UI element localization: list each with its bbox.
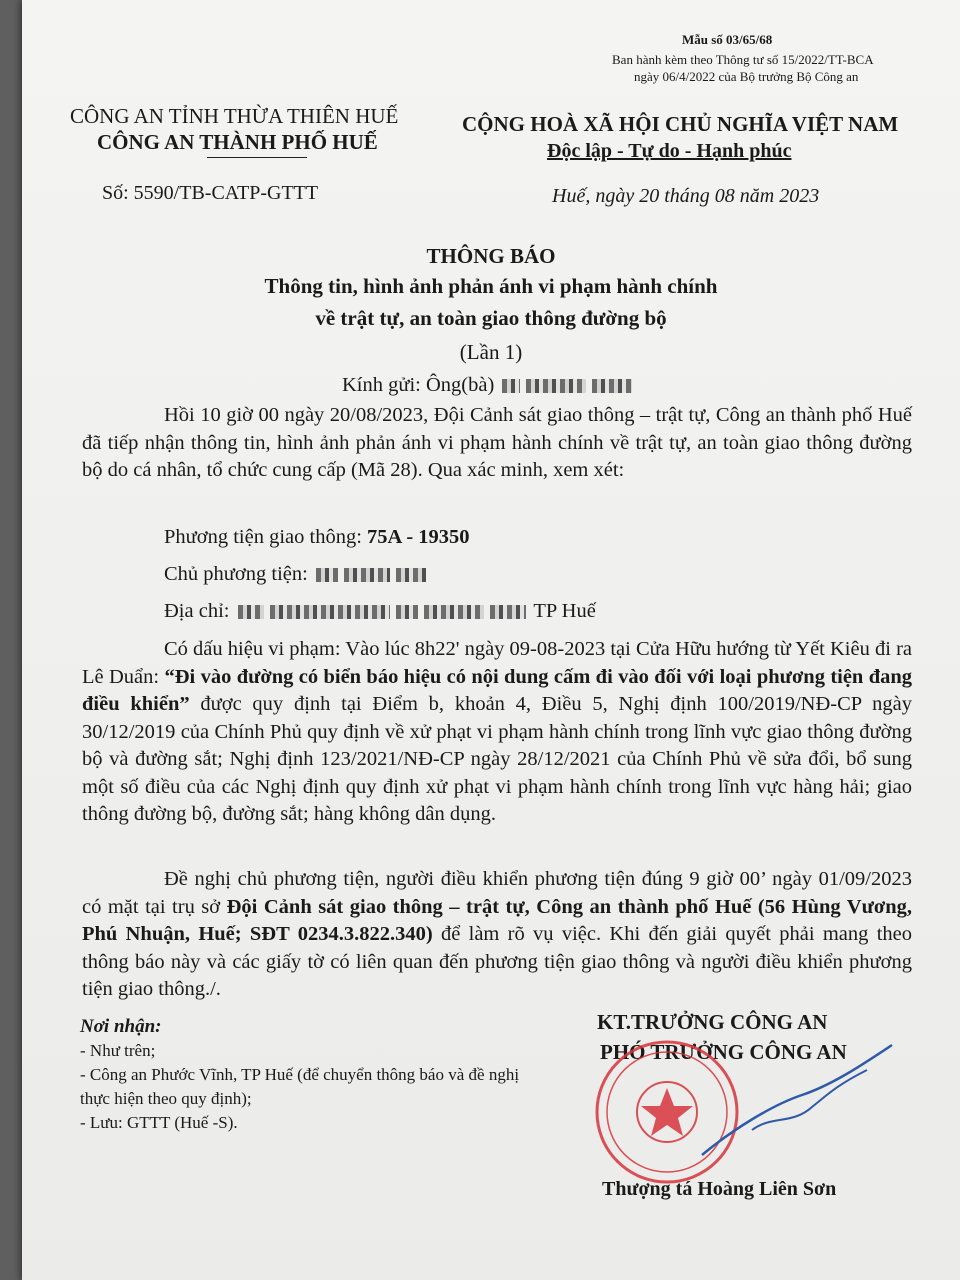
- violation-quote: “Đi vào đường có biển báo hiệu có nội dung cấm đi vào đối với loại phương tiện đang điều khiển”: [82, 665, 913, 715]
- agency-city: CÔNG AN THÀNH PHỐ HUẾ: [97, 130, 378, 154]
- document-number: Số: 5590/TB-CATP-GTTT: [102, 182, 319, 204]
- address-line: [164, 600, 596, 623]
- owner-label: Chủ phương tiện:: [164, 563, 308, 585]
- redaction-mark: [502, 379, 520, 393]
- vehicle-label: Phương tiện giao thông:: [164, 526, 362, 548]
- recipients-heading: Nơi nhận:: [80, 1016, 162, 1037]
- request-suffix: để làm rõ vụ việc. Khi đến giải quyết phải mang theo thông báo này và các giấy tờ có liên quan đến phương tiện giao thông và người điều khiển phương tiện giao thông./.: [82, 923, 912, 1000]
- form-issued-line-2: ngày 06/4/2022 của Bộ trưởng Bộ Công an: [634, 69, 859, 84]
- recipient-item: - Như trên;: [80, 1041, 156, 1060]
- request-paragraph: [82, 866, 912, 1004]
- violation-legal-basis: được quy định tại Điểm b, khoản 4, Điều 5, Nghị định 100/2019/NĐ-CP ngày 30/12/2019 của Chính Phủ quy định về xử phạt vi phạm hành chính trong lĩnh vực giao thông đường bộ và đường sắt; Nghị định 123/2021/NĐ-CP ngày 28/12/2021 của Chính Phủ về sửa đổi, bổ sung một số điều của các Nghị định quy định xử phạt vi phạm hành chính trong lĩnh vực hàng hải; giao thông đường bộ, đường sắt; hàng không dân dụng.: [82, 693, 912, 825]
- redaction-mark: [490, 605, 526, 619]
- nation-motto: Độc lập - Tự do - Hạnh phúc: [547, 140, 792, 162]
- address-tail: TP Huế: [533, 600, 596, 622]
- handwritten-signature: [662, 1035, 912, 1165]
- form-number: Mẫu số 03/65/68: [682, 32, 773, 47]
- redaction-mark: [526, 379, 586, 393]
- notice-round: (Lần 1): [459, 340, 523, 364]
- agency-underline: [207, 157, 307, 158]
- recipients-block: [80, 1015, 550, 1135]
- redaction-mark: [316, 568, 338, 582]
- redaction-mark: [592, 379, 632, 393]
- greeting: [342, 372, 635, 400]
- redaction-mark: [270, 605, 390, 619]
- redaction-mark: [238, 605, 264, 619]
- redaction-mark: [344, 568, 390, 582]
- vehicle-line: [164, 526, 470, 549]
- document-date: Huế, ngày 20 tháng 08 năm 2023: [552, 185, 820, 207]
- redaction-mark: [424, 605, 484, 619]
- greeting-label: Kính gửi: Ông(bà): [342, 374, 495, 396]
- redaction-mark: [396, 605, 418, 619]
- request-office: Đội Cảnh sát giao thông – trật tự, Công an thành phố Huế (56 Hùng Vương, Phú Nhuận, Huế; SĐT 0234.3.822.340): [82, 895, 913, 945]
- document-subtitle-2: về trật tự, an toàn giao thông đường bộ: [315, 306, 667, 330]
- document-subtitle-1: Thông tin, hình ảnh phản ánh vi phạm hành chính: [264, 274, 718, 298]
- vehicle-plate: 75A - 19350: [367, 526, 470, 548]
- signature-authority: KT.TRƯỞNG CÔNG AN: [597, 1010, 828, 1034]
- recipient-item: - Lưu: GTTT (Huế -S).: [80, 1113, 238, 1132]
- document-title: THÔNG BÁO: [426, 244, 556, 268]
- nation-title: CỘNG HOÀ XÃ HỘI CHỦ NGHĨA VIỆT NAM: [462, 112, 899, 136]
- signer-name: Thượng tá Hoàng Liên Sơn: [602, 1178, 837, 1200]
- signature-title: PHÓ TRƯỞNG CÔNG AN: [600, 1040, 847, 1064]
- owner-line: [164, 563, 429, 586]
- recipient-item: - Công an Phước Vĩnh, TP Huế (để chuyển thông báo và đề nghị thực hiện theo quy định);: [80, 1065, 520, 1108]
- violation-prefix: Có dấu hiệu vi phạm: Vào lúc 8h22' ngày 09-08-2023 tại Cửa Hữu hướng từ Yết Kiêu đi ra Lê Duẩn:: [82, 638, 912, 688]
- violation-paragraph: [82, 636, 912, 829]
- redaction-mark: [396, 568, 426, 582]
- agency-province: CÔNG AN TỈNH THỪA THIÊN HUẾ: [70, 104, 399, 128]
- address-label: Địa chỉ:: [164, 600, 230, 622]
- form-issued-line-1: Ban hành kèm theo Thông tư số 15/2022/TT-BCA: [612, 52, 874, 67]
- document-page: [22, 0, 960, 1280]
- request-prefix: Đề nghị chủ phương tiện, người điều khiển phương tiện đúng 9 giờ 00’ ngày 01/09/2023 có mặt tại trụ sở: [82, 868, 912, 918]
- intro-paragraph: Hồi 10 giờ 00 ngày 20/08/2023, Đội Cảnh sát giao thông – trật tự, Công an thành phố Huế đã tiếp nhận thông tin, hình ảnh phản ánh vi phạm hành chính về trật tự, an toàn giao thông đường bộ do cá nhân, tổ chức cung cấp (Mã 28). Qua xác minh, xem xét:: [82, 404, 912, 481]
